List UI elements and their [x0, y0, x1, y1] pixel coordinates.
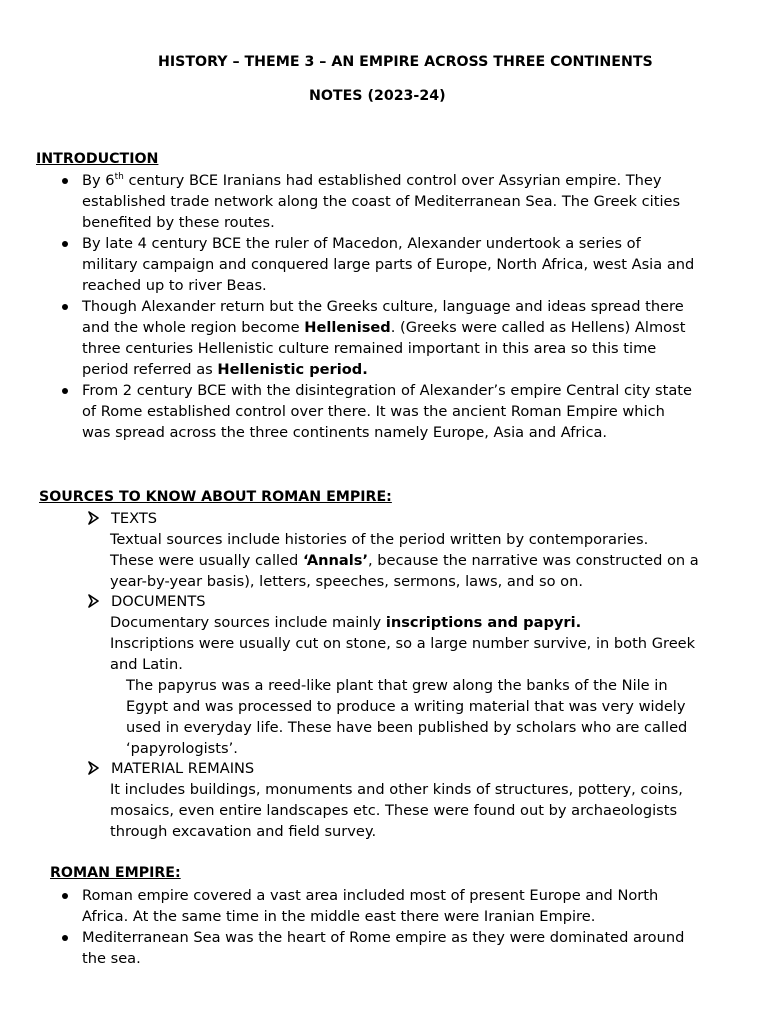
arrow-bullet-icon — [88, 511, 100, 525]
bullet-marker — [62, 304, 68, 310]
introduction-heading: INTRODUCTION — [36, 151, 159, 167]
intro-bullet-4-line-3: was spread across the three continents namely Europe, Asia and Africa. — [82, 424, 608, 441]
roman-bullet-1-line-2: Africa. At the same time in the middle east there were Iranian Empire. — [82, 908, 596, 925]
document-title: HISTORY – THEME 3 – AN EMPIRE ACROSS THREE CONTINENTS — [158, 54, 653, 70]
intro-bullet-2-line-1: By late 4 century BCE the ruler of Macedon, Alexander undertook a series of — [82, 235, 641, 252]
bullet-marker — [62, 935, 68, 941]
intro-bullet-3-line-2: and the whole region become Hellenised. (Greeks were called as Hellens) Almost — [82, 319, 686, 336]
material-line-1: It includes buildings, monuments and other kinds of structures, pottery, coins, — [110, 781, 683, 798]
material-line-3: through excavation and field survey. — [110, 823, 377, 840]
texts-label: TEXTS — [111, 510, 158, 527]
intro-bullet-4-line-1: From 2 century BCE with the disintegration of Alexander’s empire Central city state — [82, 382, 692, 399]
roman-bullet-1-line-1: Roman empire covered a vast area included most of present Europe and North — [82, 887, 659, 904]
material-line-2: mosaics, even entire landscapes etc. These were found out by archaeologists — [110, 802, 678, 819]
texts-line-2: These were usually called ‘Annals’, because the narrative was constructed on a — [110, 552, 699, 569]
documents-label: DOCUMENTS — [111, 593, 206, 610]
texts-line-3: year-by-year basis), letters, speeches, sermons, laws, and so on. — [110, 573, 583, 590]
intro-bullet-3-line-3: three centuries Hellenistic culture remained important in this area so this time — [82, 340, 657, 357]
arrow-bullet-icon — [88, 594, 100, 608]
roman-bullet-2-line-2: the sea. — [82, 950, 141, 967]
bullet-marker — [62, 388, 68, 394]
papyrus-line-2: Egypt and was processed to produce a writing material that was very widely — [126, 698, 686, 715]
material-remains-label: MATERIAL REMAINS — [111, 760, 255, 777]
bullet-marker — [62, 178, 68, 184]
documents-line-1: Documentary sources include mainly inscriptions and papyri. — [110, 614, 582, 631]
papyrus-line-3: used in everyday life. These have been published by scholars who are called — [126, 719, 688, 736]
intro-bullet-2-line-2: military campaign and conquered large parts of Europe, North Africa, west Asia and — [82, 256, 695, 273]
documents-line-3: and Latin. — [110, 656, 183, 673]
bullet-marker — [62, 893, 68, 899]
intro-bullet-3-line-4: period referred as Hellenistic period. — [82, 361, 368, 378]
papyrus-line-1: The papyrus was a reed-like plant that grew along the banks of the Nile in — [126, 677, 668, 694]
intro-bullet-1-line-3: benefited by these routes. — [82, 214, 275, 231]
roman-bullet-2-line-1: Mediterranean Sea was the heart of Rome empire as they were dominated around — [82, 929, 685, 946]
intro-bullet-2-line-3: reached up to river Beas. — [82, 277, 267, 294]
intro-bullet-1-line-2: established trade network along the coast of Mediterranean Sea. The Greek cities — [82, 193, 681, 210]
roman-empire-heading: ROMAN EMPIRE: — [50, 865, 181, 881]
intro-bullet-4-line-2: of Rome established control over there. It was the ancient Roman Empire which — [82, 403, 665, 420]
arrow-bullet-icon — [88, 761, 100, 775]
intro-bullet-1-line-1: By 6th century BCE Iranians had established control over Assyrian empire. They — [82, 172, 662, 189]
document-subtitle: NOTES (2023-24) — [309, 88, 446, 104]
sources-heading: SOURCES TO KNOW ABOUT ROMAN EMPIRE: — [39, 489, 392, 505]
documents-line-2: Inscriptions were usually cut on stone, so a large number survive, in both Greek — [110, 635, 696, 652]
intro-bullet-3-line-1: Though Alexander return but the Greeks culture, language and ideas spread there — [82, 298, 684, 315]
papyrus-line-4: ‘papyrologists’. — [126, 740, 238, 757]
texts-line-1: Textual sources include histories of the period written by contemporaries. — [110, 531, 649, 548]
bullet-marker — [62, 241, 68, 247]
